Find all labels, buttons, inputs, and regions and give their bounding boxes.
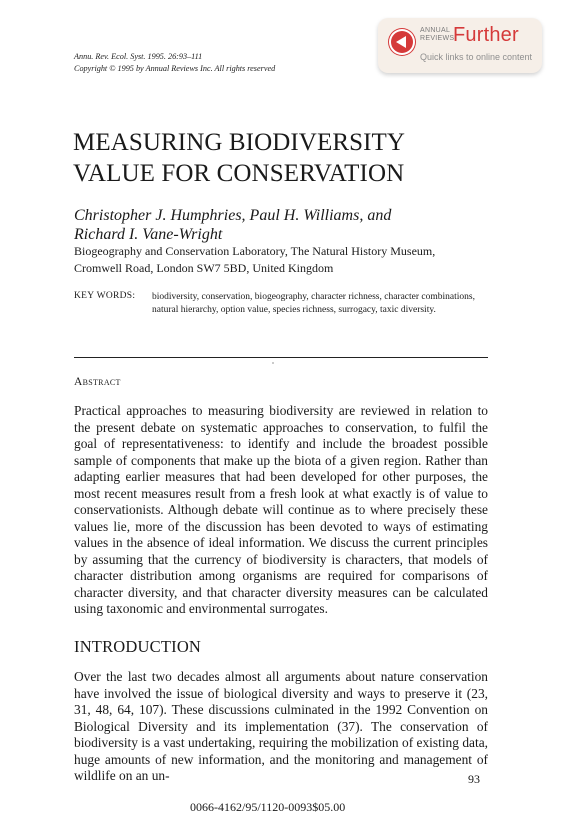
journal-citation bbox=[74, 51, 275, 75]
authors-line-2: Richard I. Vane-Wright bbox=[74, 226, 223, 243]
abstract-text: Practical approaches to measuring biodiversity are reviewed in relation to the present debate on systematic approaches to conservation, to fulfil the goal of representativeness: to identify and include the broadest possible sample of components that make up the biota of a given region. Rather than adapting earlier measures that had been developed for other purposes, the most recent measures result from a fresh look at what exactly is of value to conservationists. Although debate will continue as to where precisely these values lie, more of the discussion has been devoted to ways of estimating values in the absence of ideal information. We discuss the current principles by assuming that the currency of biodiversity is characters, that models of character distribution among organisms are required for comparisons of character diversity, and that character diversity measures can be calculated using taxonomic and environmental surrogates. bbox=[74, 403, 488, 616]
keywords-text: biodiversity, conservation, biogeography, character richness, character combinations, natural hierarchy, option value, species richness, surrogacy, taxic diversity. bbox=[152, 292, 475, 315]
title-line-2: VALUE FOR CONSERVATION bbox=[73, 160, 405, 187]
page-number: 93 bbox=[468, 772, 480, 786]
affiliation-line-2: Cromwell Road, London SW7 5BD, United Kingdom bbox=[74, 260, 334, 275]
section-divider bbox=[74, 357, 488, 358]
citation-line-2: Copyright © 1995 by Annual Reviews Inc. All rights reserved bbox=[74, 64, 276, 73]
footer-code: 0066-4162/95/1120-0093$05.00 bbox=[190, 800, 346, 814]
affiliation bbox=[74, 243, 435, 276]
citation-line-1: Annu. Rev. Ecol. Syst. 1995. 26:93–111 bbox=[74, 52, 203, 61]
author-list bbox=[74, 206, 391, 244]
badge-reviews-label: REVIEWS bbox=[420, 35, 455, 42]
title-line-1: MEASURING BIODIVERSITY bbox=[73, 129, 406, 156]
badge-subtitle: Quick links to online content bbox=[420, 52, 533, 62]
abstract-heading: Abstract bbox=[74, 376, 121, 388]
keywords-label: KEY WORDS: bbox=[74, 291, 136, 301]
annual-reviews-further-link[interactable] bbox=[378, 18, 542, 73]
introduction-heading: INTRODUCTION bbox=[74, 637, 202, 656]
affiliation-line-1: Biogeography and Conservation Laboratory, The Natural History Museum, bbox=[74, 244, 436, 258]
badge-annual-label: ANNUAL bbox=[420, 27, 451, 34]
introduction-text: Over the last two decades almost all arguments about nature conservation have involved the issue of biological diversity and ways to preserve it (23, 31, 48, 64, 107). These discussions culminated in the 1992 Convention on Biological Diversity and its implementation (37). The conservation of biodiversity is a vast undertaking, requiring the mobilization of existing data, huge amounts of new information, and the monitoring and management of wildlife on an un- bbox=[74, 669, 488, 783]
authors-line-1: Christopher J. Humphries, Paul H. Williams, and bbox=[74, 207, 392, 224]
badge-further-label: Further bbox=[453, 24, 519, 46]
further-logo-icon bbox=[389, 29, 415, 55]
divider-dot bbox=[272, 362, 274, 364]
article-title bbox=[73, 127, 405, 189]
